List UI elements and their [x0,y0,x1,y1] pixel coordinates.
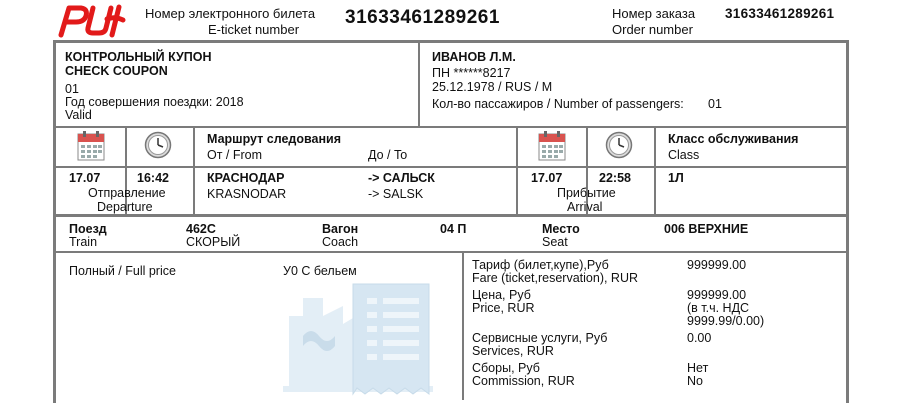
divider [56,166,846,168]
calendar-icon [538,131,566,166]
departure-time: 16:42 [137,171,169,185]
coupon-title-en: CHECK COUPON [65,64,168,78]
clock-icon [144,131,172,164]
seat-value: 006 ВЕРХНИЕ [664,222,749,236]
seat-label-ru: Место [542,222,580,236]
train-label-en: Train [69,235,98,249]
train-number: 462С [186,222,216,236]
departure-label-ru: Отправление [88,186,166,200]
to-station-en: -> SALSK [368,187,424,201]
seat-label-en: Seat [542,235,568,249]
vat-line-2: 9999.99/0.00) [687,314,765,328]
train-type: СКОРЫЙ [186,235,241,249]
departure-date: 17.07 [69,171,101,185]
rzd-logo [55,2,127,38]
commission-value-ru: Нет [687,361,709,375]
ticket-number: 31633461289261 [345,7,500,28]
price-type: Полный / Full price [69,264,176,278]
coach-label-en: Coach [322,235,359,249]
passenger-birth-citizenship: 25.12.1978 / RUS / M [432,80,553,94]
price-label-ru: Цена, Руб [472,288,531,302]
route-header: Маршрут следования [207,132,341,146]
divider [462,253,464,400]
from-station-en: KRASNODAR [207,187,287,201]
tariff-label-ru: Тариф (билет,купе),Руб [472,258,609,272]
passenger-count: 01 [708,97,722,111]
coupon-code: 01 [65,82,79,96]
services-label-en: Services, RUR [472,344,554,358]
divider [516,128,518,214]
passenger-name: ИВАНОВ Л.М. [432,50,516,64]
services-value: 0.00 [687,331,712,345]
train-label-ru: Поезд [69,222,107,236]
vat-line-1: (в т.ч. НДС [687,301,750,315]
commission-label-ru: Сборы, Руб [472,361,540,375]
ticket-number-label-en: E-ticket number [208,22,300,37]
price-label-en: Price, RUR [472,301,535,315]
divider [56,214,846,217]
commission-value-en: No [687,374,703,388]
price-value: 999999.00 [687,288,747,302]
arrival-label-en: Arrival [567,200,603,214]
divider [654,128,656,214]
order-number-label-en: Order number [612,22,693,37]
from-label: От / From [207,148,263,162]
from-station-ru: КРАСНОДАР [207,171,285,185]
coach-label-ru: Вагон [322,222,359,236]
arrival-time: 22:58 [599,171,631,185]
departure-label-en: Departure [97,200,153,214]
commission-label-en: Commission, RUR [472,374,575,388]
clock-icon [605,131,633,164]
class-header-ru: Класс обслуживания [668,132,799,146]
trip-year: Год совершения поездки: 2018 [65,95,244,109]
calendar-icon [77,131,105,166]
to-label: До / To [368,148,408,162]
coach-value: 04 П [440,222,467,236]
arrival-label-ru: Прибытие [557,186,616,200]
service-class-value: 1Л [668,171,684,185]
divider [193,128,195,214]
services-label-ru: Сервисные услуги, Руб [472,331,608,345]
service-class-code: У0 С бельем [283,264,357,278]
tariff-label-en: Fare (ticket,reservation), RUR [472,271,639,285]
class-header-en: Class [668,148,700,162]
ticket-number-label-ru: Номер электронного билета [145,6,316,21]
passport-number: ПН ******8217 [432,66,511,80]
arrival-date: 17.07 [531,171,563,185]
tariff-value: 999999.00 [687,258,747,272]
order-number-label-ru: Номер заказа [612,6,696,21]
passenger-count-label: Кол-во пассажиров / Number of passengers: [432,97,684,111]
coupon-status: Valid [65,108,92,122]
receipt-watermark-icon [283,276,433,405]
divider [56,251,846,253]
to-station-ru: -> САЛЬСК [368,171,435,185]
order-number: 31633461289261 [725,6,835,21]
divider [56,126,846,128]
coupon-title-ru: КОНТРОЛЬНЫЙ КУПОН [65,50,212,64]
divider [418,42,420,126]
